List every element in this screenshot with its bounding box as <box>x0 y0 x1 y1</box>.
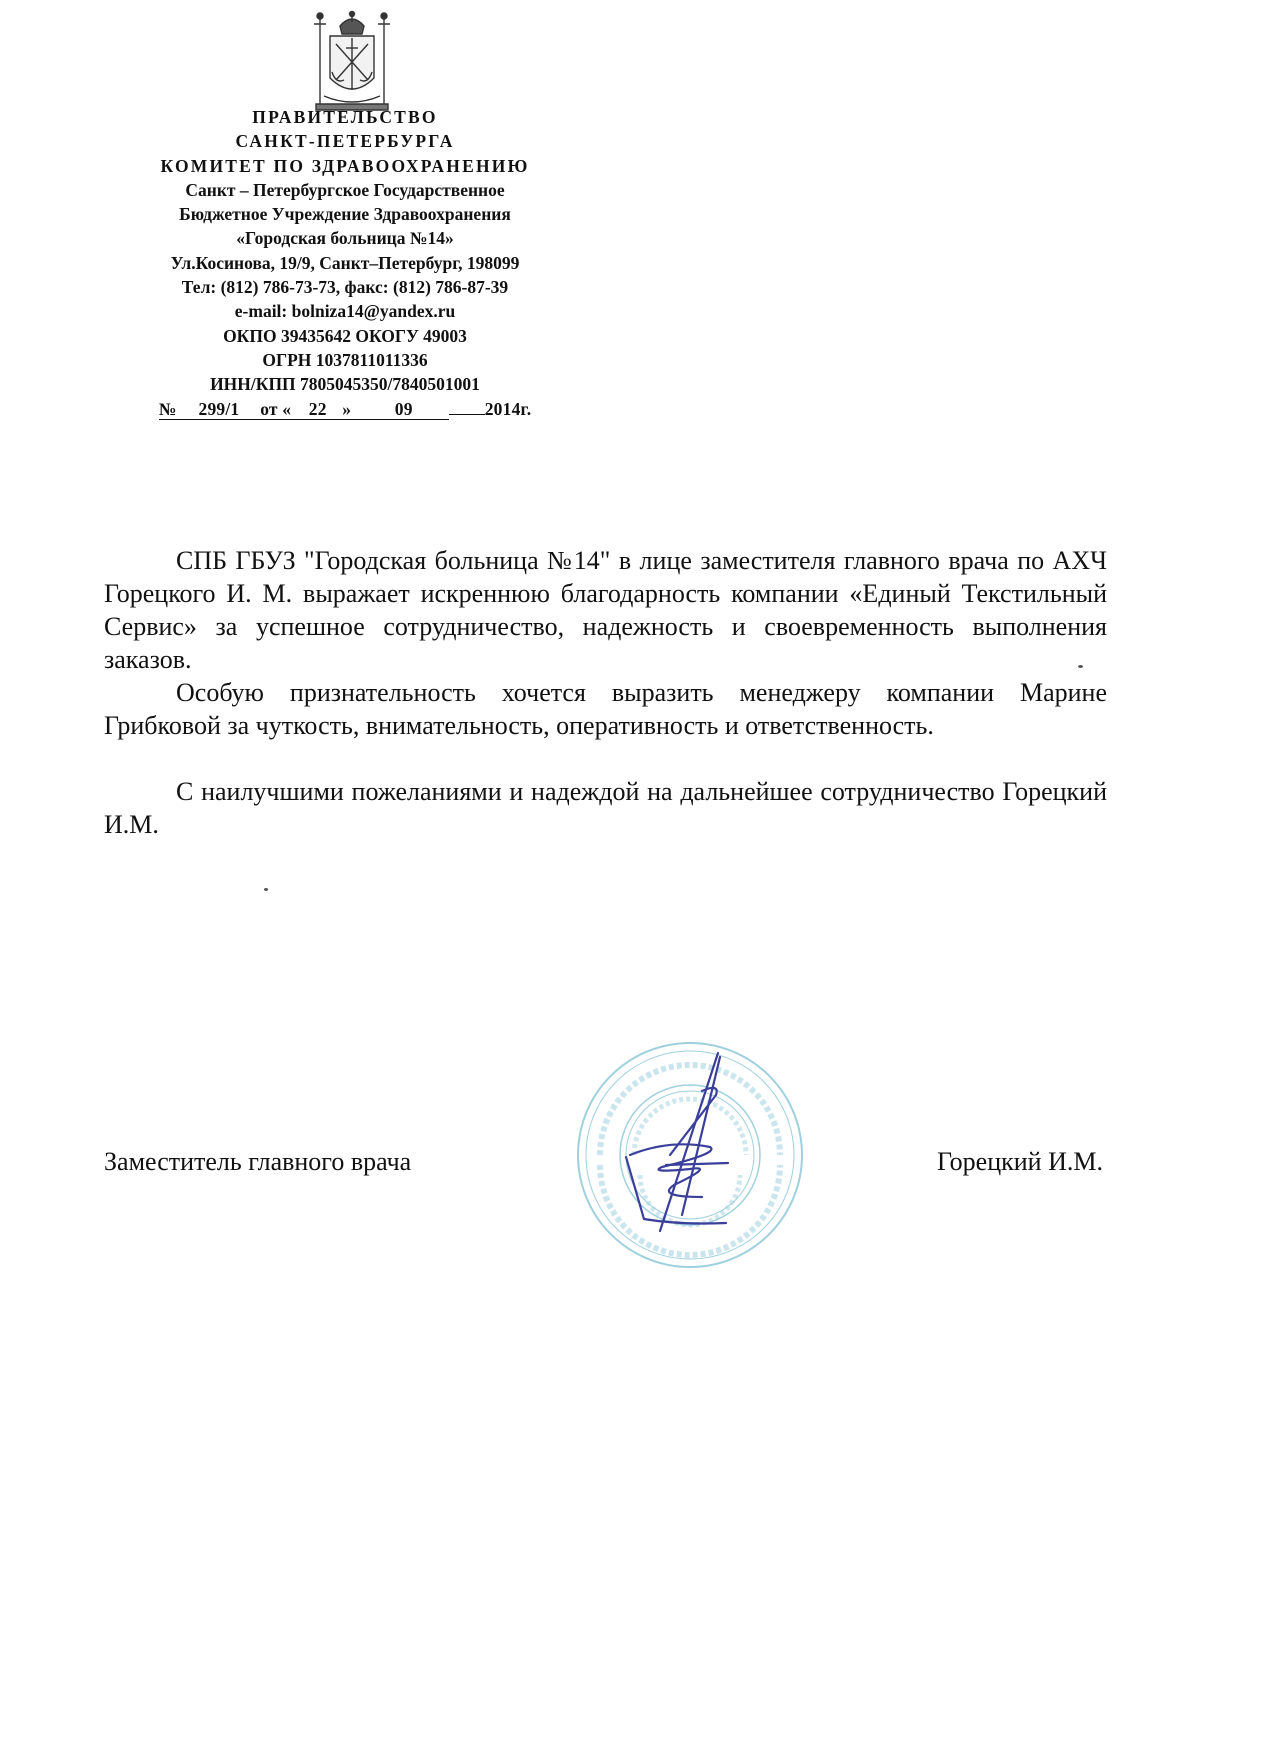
scan-speck <box>1078 665 1083 668</box>
letterhead-org-line2: Бюджетное Учреждение Здравоохранения <box>179 204 511 225</box>
coat-of-arms-emblem <box>306 8 398 113</box>
registration-line <box>100 397 590 421</box>
reg-from-label: от « <box>251 399 301 420</box>
paragraph-closing: С наилучшими пожеланиями и надеждой на дальнейшее сотрудничество Горецкий И.М. <box>104 777 1107 839</box>
reg-year: 2014г. <box>484 398 532 419</box>
letter-body <box>104 544 1107 841</box>
letterhead-committee: КОМИТЕТ ПО ЗДРАВООХРАНЕНИЮ <box>160 155 530 176</box>
reg-number-label: № <box>158 398 177 419</box>
letterhead-address: Ул.Косинова, 19/9, Санкт–Петербург, 198099 <box>170 252 520 273</box>
letterhead-email: e-mail: bolniza14@yandex.ru <box>234 301 456 322</box>
letterhead-government: ПРАВИТЕЛЬСТВО <box>252 107 438 127</box>
reg-month: 09 <box>359 399 449 420</box>
letterhead-okpo: ОКПО 39435642 ОКОГУ 49003 <box>223 325 467 346</box>
letterhead-city: САНКТ-ПЕТЕРБУРГА <box>235 131 455 152</box>
letterhead-phone: Тел: (812) 786-73-73, факс: (812) 786-87-39 <box>181 277 509 298</box>
letterhead-org-name: «Городская больница №14» <box>236 228 454 249</box>
letterhead-ogrn: ОГРН 1037811011336 <box>262 349 428 370</box>
signatory-name: Горецкий И.М. <box>936 1147 1103 1176</box>
reg-close-quote: » <box>335 399 359 420</box>
reg-number: 299/1 <box>198 398 240 419</box>
signatory-position: Заместитель главного врача <box>104 1147 412 1176</box>
letterhead-org-line1: Санкт – Петербургское Государственное <box>185 179 505 200</box>
scan-speck <box>264 888 268 891</box>
letterhead <box>100 105 590 421</box>
letterhead-inn: ИНН/КПП 7805045350/7840501001 <box>210 374 480 395</box>
reg-day: 22 <box>301 399 335 420</box>
paragraph-gratitude: СПБ ГБУЗ "Городская больница №14" в лице заместителя главного врача по АХЧ Горецкого И. М. выражает искреннюю благодарность компании «Единый Текстильный Сервис» за успешное сотрудничество, надежность и своевременность выполнения заказов. <box>104 546 1107 674</box>
official-stamp-with-signature <box>570 1035 810 1275</box>
paragraph-manager: Особую признательность хочется выразить менеджеру компании Марине Грибковой за чуткость, внимательность, оперативность и ответственность. <box>104 678 1107 740</box>
